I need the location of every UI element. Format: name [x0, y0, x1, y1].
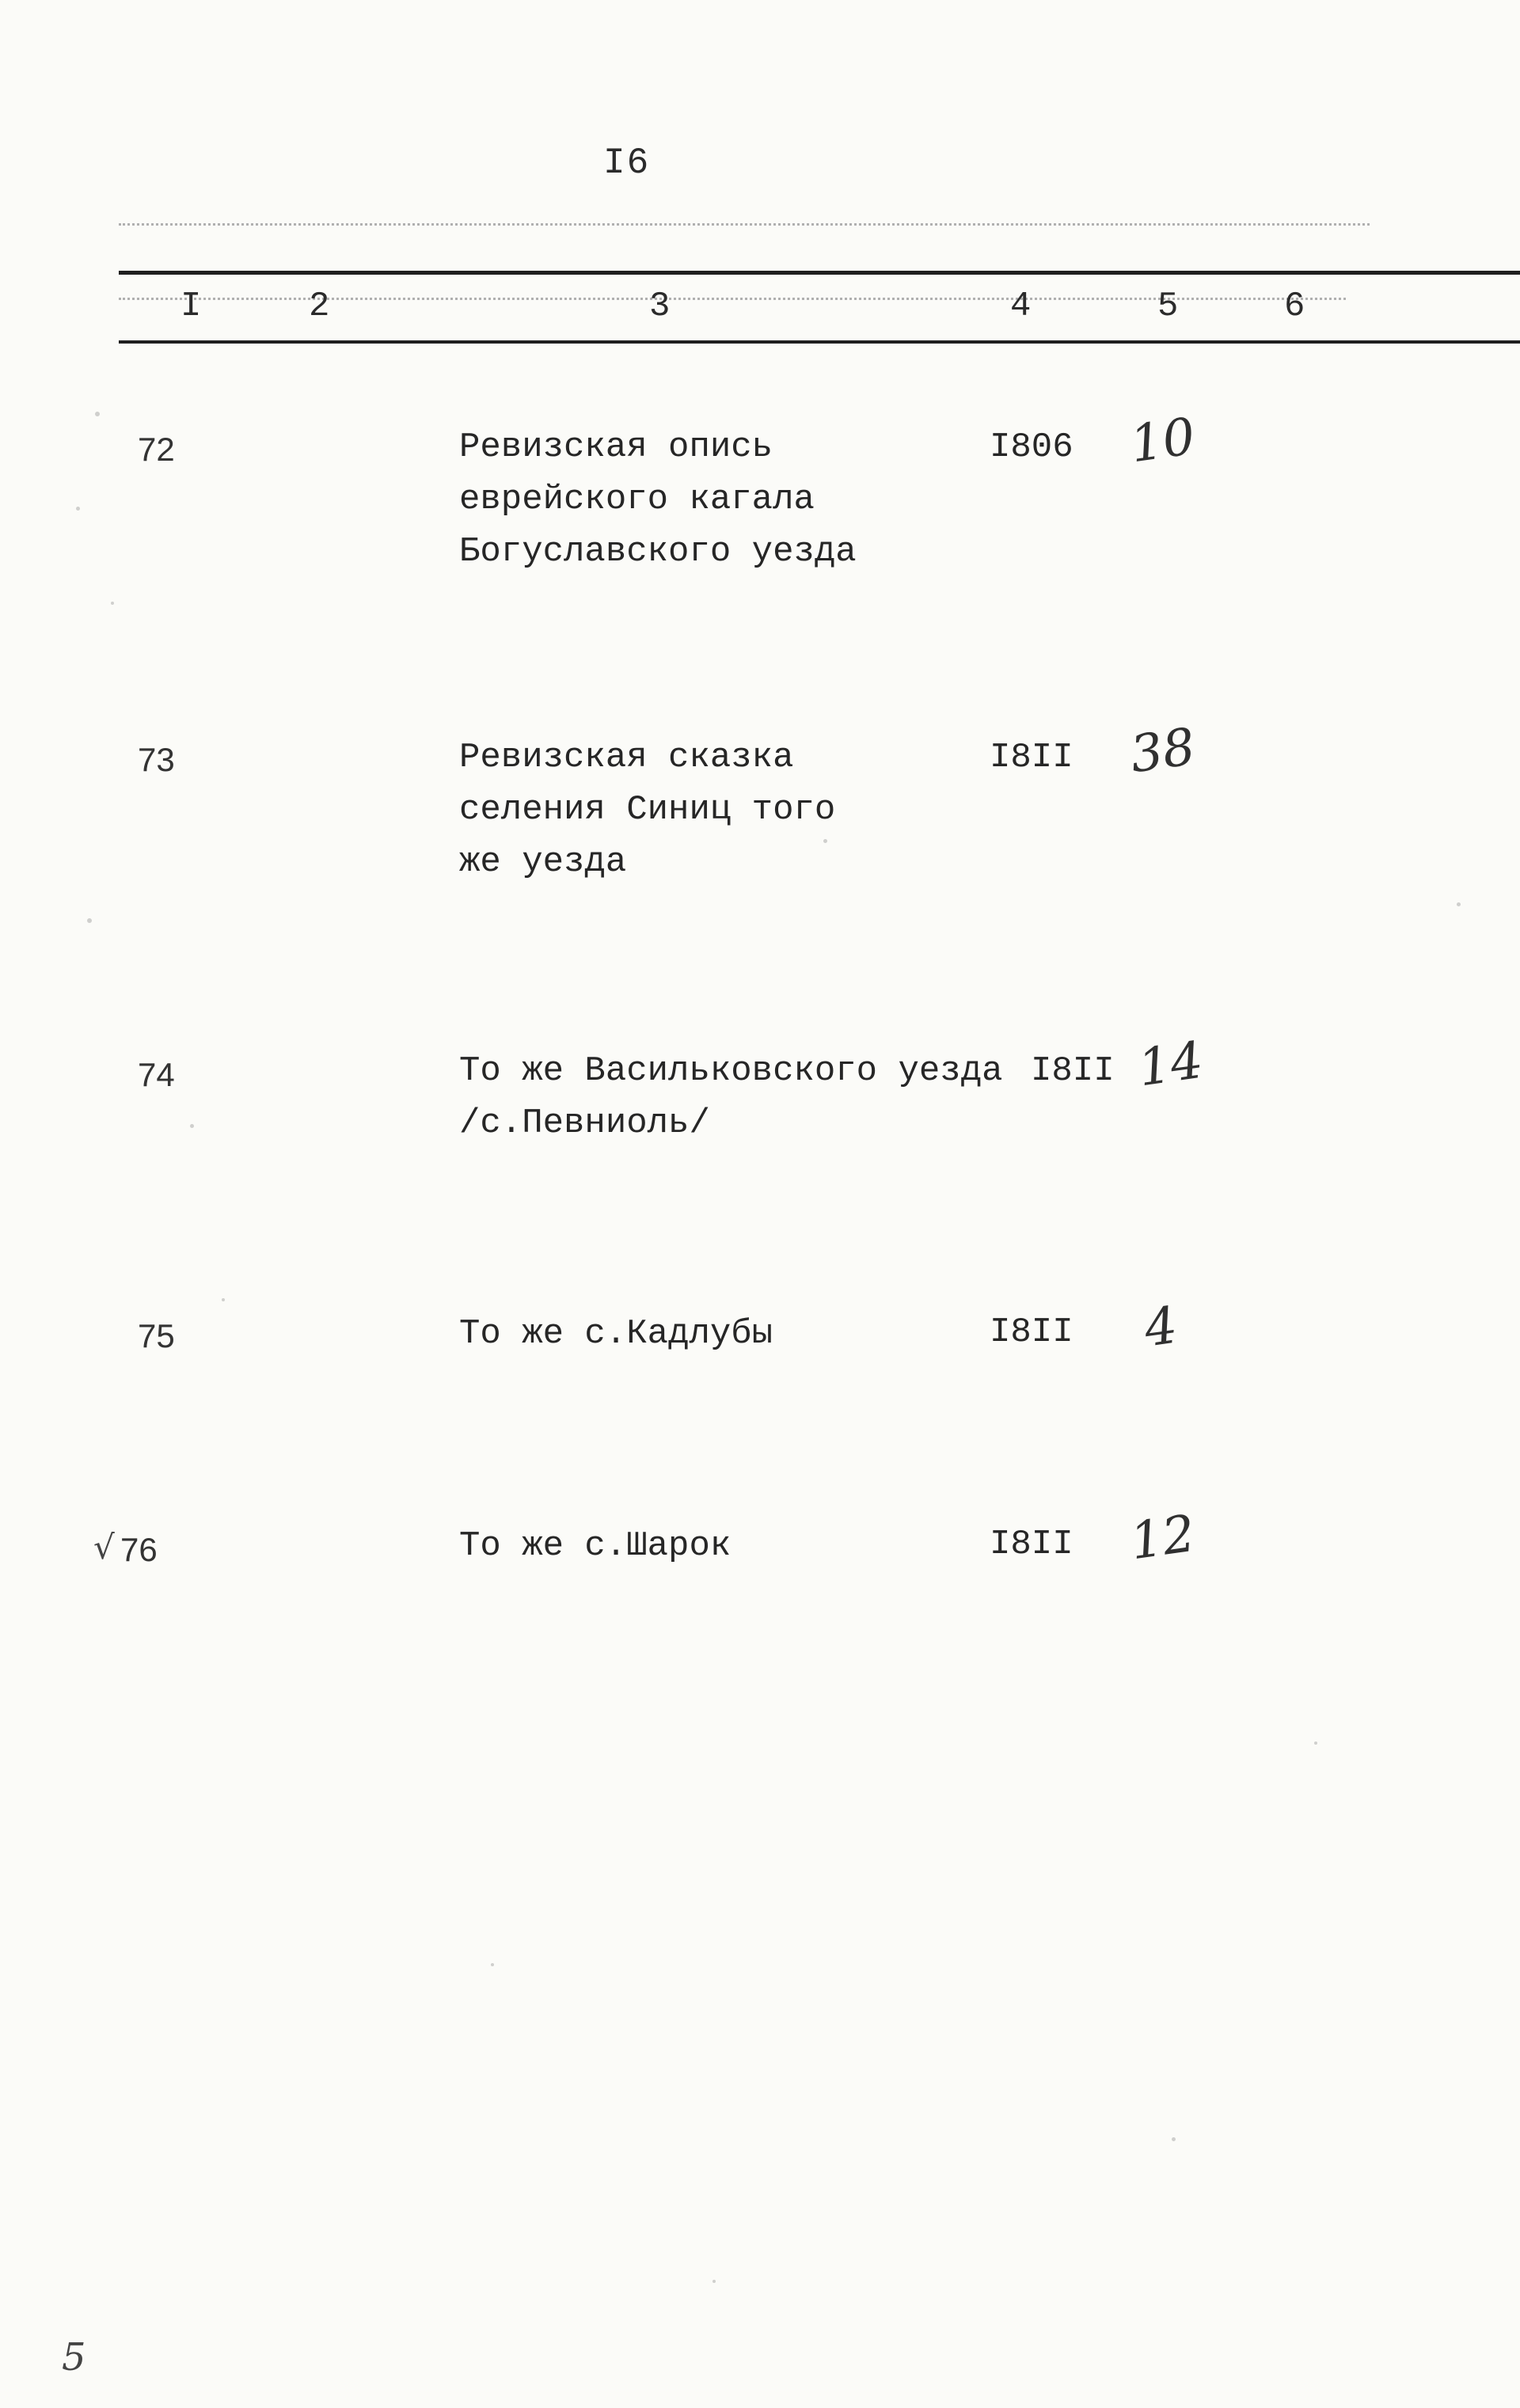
- scan-speck: [1314, 1741, 1317, 1745]
- row-sheet-count: 38: [1127, 717, 1199, 785]
- row-title: Ревизская опись еврейского кагала Богуславского уезда: [459, 427, 857, 572]
- row-sheet-count: 12: [1127, 1504, 1199, 1572]
- row-number: 75: [138, 1317, 175, 1354]
- row-sheet-count: 4: [1141, 1296, 1181, 1359]
- row-number: 74: [138, 1056, 175, 1093]
- scan-speck: [1457, 902, 1461, 906]
- row-sheet-count: 14: [1134, 1031, 1207, 1099]
- scan-speck: [1172, 2137, 1176, 2141]
- row-year: I8II: [990, 738, 1074, 777]
- check-mark: √: [93, 1528, 115, 1567]
- corner-mark: 5: [62, 2335, 86, 2380]
- header-bottom-rule: [119, 340, 1520, 344]
- row-year: I806: [990, 427, 1074, 467]
- column-header-1: I: [180, 287, 202, 326]
- scan-speck: [491, 1963, 494, 1966]
- row-title: То же Васильковского уезда /с.Певниоль/: [459, 1051, 1003, 1143]
- row-title: Ревизская сказка селения Синиц того же уезда: [459, 738, 836, 882]
- column-header-4: 4: [1010, 287, 1032, 326]
- row-year: I8II: [990, 1312, 1074, 1352]
- row-number: 76: [120, 1531, 158, 1568]
- scan-speck: [712, 2280, 716, 2283]
- column-header-3: 3: [649, 287, 671, 326]
- row-number: 72: [138, 431, 175, 468]
- scan-speck: [111, 602, 114, 605]
- column-header-6: 6: [1284, 287, 1305, 326]
- page-number: I6: [603, 142, 651, 184]
- scan-speck: [190, 1124, 194, 1128]
- scan-speck: [76, 507, 80, 511]
- header-top-rule: [119, 271, 1520, 275]
- scan-speck: [222, 1298, 225, 1301]
- row-year: I8II: [990, 1525, 1074, 1564]
- row-year: I8II: [1031, 1051, 1115, 1091]
- faint-top-rule: [119, 223, 1370, 226]
- column-header-5: 5: [1157, 287, 1179, 326]
- row-sheet-count: 10: [1127, 407, 1199, 475]
- scan-speck: [95, 412, 100, 416]
- scan-speck: [87, 918, 92, 923]
- row-number: 73: [138, 741, 175, 778]
- column-header-2: 2: [309, 287, 330, 326]
- row-title: То же с.Шарок: [459, 1526, 732, 1566]
- row-title: То же с.Кадлубы: [459, 1314, 773, 1354]
